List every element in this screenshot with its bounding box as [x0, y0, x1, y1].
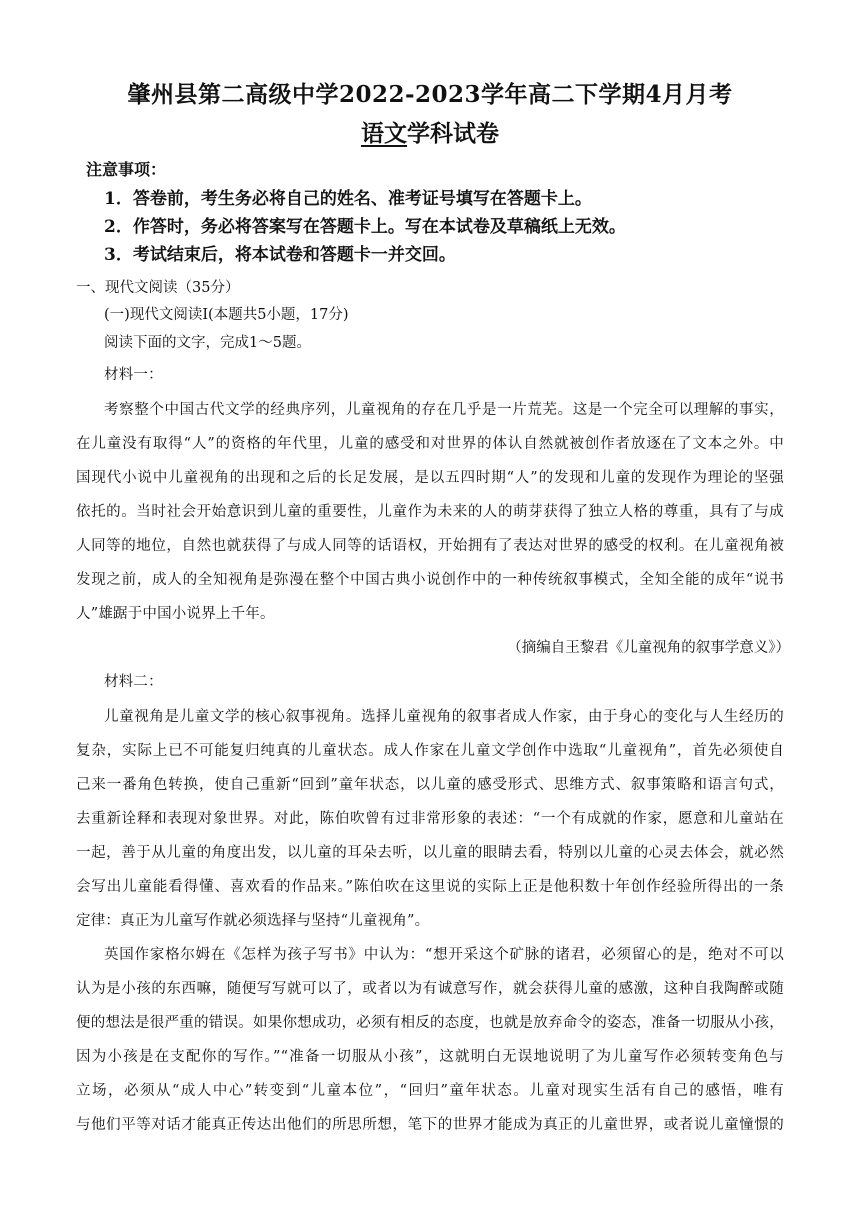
- subject-name: 语文: [361, 120, 407, 147]
- paragraph-line: 认为是小孩的东西嘛，随便写写就可以了，或者以为有诚意写作，就会获得儿童的感激，这种自我陶醉或随: [76, 981, 784, 997]
- paragraph-line: 一起，善于从儿童的角度出发，以儿童的耳朵去听，以儿童的眼睛去看，特别以儿童的心灵去体会，就必然: [76, 845, 784, 861]
- paragraph-line: 因为小孩是在支配你的写作。”“准备一切服从小孩”，这就明白无误地说明了为儿童写作必须转变角色与: [76, 1049, 784, 1065]
- notice-item: 2．作答时，务必将答案写在答题卡上。写在本试卷及草稿纸上无效。: [104, 217, 626, 237]
- subject-suffix: 学科试卷: [407, 120, 499, 147]
- exam-subtitle: [0, 115, 860, 148]
- paragraph-line: 去重新诠释和表现对象世界。对此，陈伯吹曾有过非常形象的表述：“一个有成就的作家，愿意和儿童站在: [76, 811, 784, 827]
- paragraph-line: 与他们平等对话才能真正传达出他们的所思所想，笔下的世界才能成为真正的儿童世界，或者说儿童憧憬的: [76, 1117, 784, 1133]
- paragraph-line: 定律：真正为儿童写作就必须选择与坚持“儿童视角”。: [76, 913, 430, 929]
- reading-instruction: 阅读下面的文字，完成1～5题。: [104, 335, 311, 351]
- paragraph-line: 英国作家格尔姆在《怎样为孩子写书》中认为：“想开采这个矿脉的诸君，必须留心的是，绝对不可以: [104, 947, 784, 963]
- paragraph-line: 国现代小说中儿童视角的出现和之后的长足发展，是以五四时期“人”的发现和儿童的发现作为理论的坚强: [76, 470, 784, 486]
- paragraph-line: 人同等的地位，自然也就获得了与成人同等的话语权，开始拥有了表达对世界的感受的权利。在儿童视角被: [76, 538, 784, 554]
- source-citation: （摘编自王黎君《儿童视角的叙事学意义》）: [507, 640, 790, 656]
- paragraph-line: 儿童视角是儿童文学的核心叙事视角。选择儿童视角的叙事者成人作家，由于身心的变化与人生经历的: [104, 709, 784, 725]
- paragraph-line: 依托的。当时社会开始意识到儿童的重要性，儿童作为未来的人的萌芽获得了独立人格的尊重，具有了与成: [76, 504, 784, 520]
- material-label: 材料二：: [104, 674, 163, 690]
- paragraph-line: 在儿童没有取得“人”的资格的年代里，儿童的感受和对世界的体认自然就被创作者放逐在了文本之外。中: [76, 436, 784, 452]
- paragraph-line: 己来一番角色转换，使自己重新“回到”童年状态，以儿童的感受形式、思维方式、叙事策略和语言句式，: [76, 777, 784, 793]
- paragraph-line: 人”雄踞于中国小说界上千年。: [76, 606, 275, 622]
- material-label: 材料一：: [104, 367, 163, 383]
- notice-item: 1．答卷前，考生务必将自己的姓名、准考证号填写在答题卡上。: [104, 189, 592, 209]
- section-heading: 一、现代文阅读（35分）: [76, 280, 240, 296]
- notice-item: 3．考试结束后，将本试卷和答题卡一并交回。: [104, 245, 456, 265]
- paragraph-line: 复杂，实际上已不可能复归纯真的儿童状态。成人作家在儿童文学创作中选取“儿童视角”，首先必须使自: [76, 743, 784, 759]
- paragraph-line: 便的想法是很严重的错误。如果你想成功，必须有相反的态度，也就是放弃命令的姿态，准备一切服从小孩，: [76, 1015, 784, 1031]
- paragraph-line: 会写出儿童能看得懂、喜欢看的作品来。”陈伯吹在这里说的实际上正是他积数十年创作经验所得出的一条: [76, 879, 784, 895]
- notice-heading: 注意事项：: [86, 160, 167, 179]
- exam-title: 肇州县第二高级中学2022-2023学年高二下学期4月月考: [127, 81, 733, 108]
- subsection-heading: (一)现代文阅读Ⅰ(本题共5小题，17分): [104, 307, 349, 323]
- paragraph-line: 考察整个中国古代文学的经典序列，儿童视角的存在几乎是一片荒芜。这是一个完全可以理解的事实，: [104, 402, 784, 418]
- paragraph-line: 立场，必须从“成人中心”转变到“儿童本位”，“回归”童年状态。儿童对现实生活有自己的感悟，唯有: [76, 1083, 784, 1099]
- paragraph-line: 发现之前，成人的全知视角是弥漫在整个中国古典小说创作中的一种传统叙事模式，全知全能的成年“说书: [76, 572, 784, 588]
